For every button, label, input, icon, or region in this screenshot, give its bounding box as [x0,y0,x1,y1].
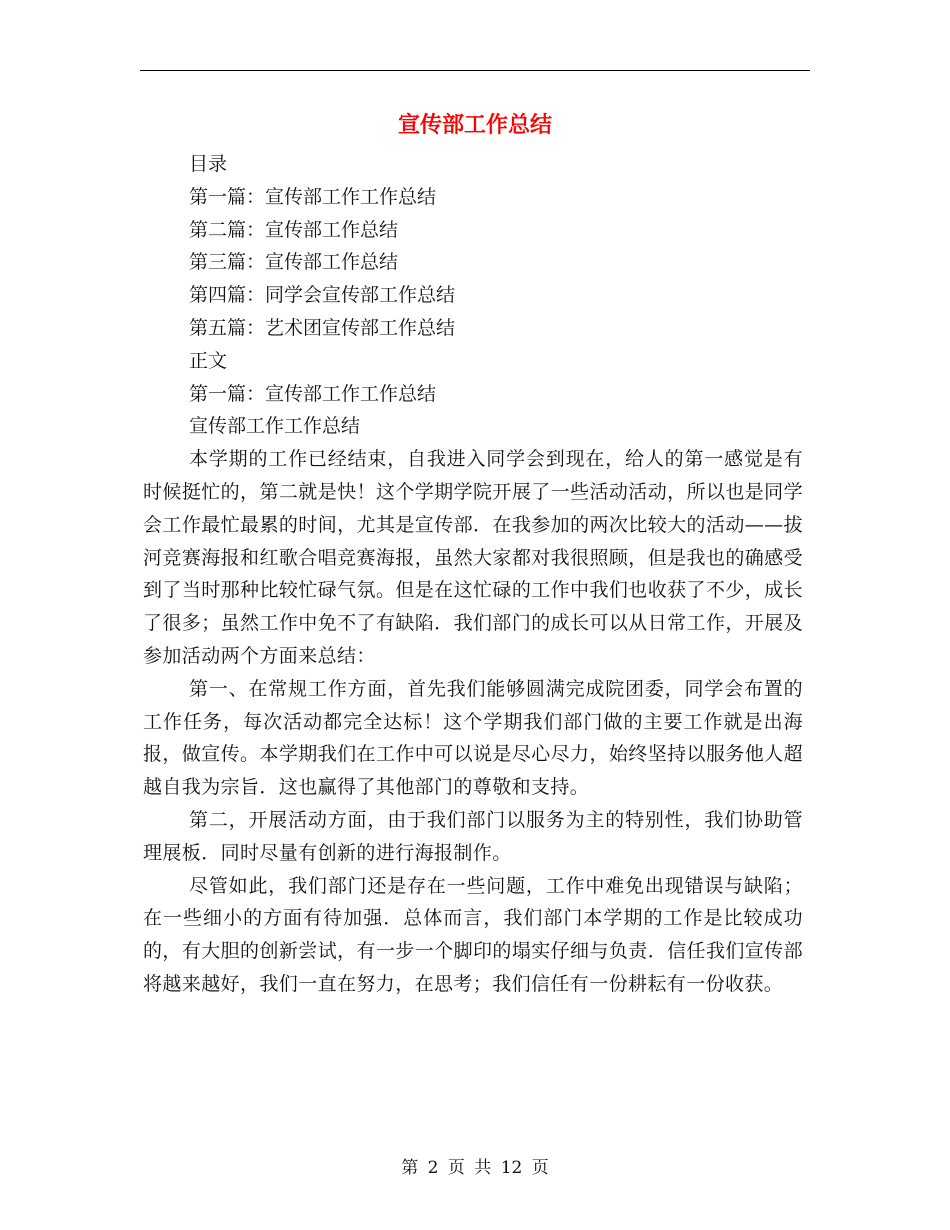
toc-item-5: 第五篇：艺术团宣传部工作总结 [189,316,456,339]
document-body [143,148,803,1001]
paragraph-2: 第一、在常规工作方面，首先我们能够圆满完成院团委，同学会布置的工作任务，每次活动都完全达标！这个学期我们部门做的主要工作就是出海报，做宣传。本学期我们在工作中可以说是尽心尽力，始终坚持以服务他人超越自我为宗旨．这也赢得了其他部门的尊敬和支持。 [143,677,803,799]
document-title: 宣传部工作总结 [397,113,552,138]
section-title: 第一篇：宣传部工作工作总结 [189,382,437,405]
paragraph-1: 本学期的工作已经结束，自我进入同学会到现在，给人的第一感觉是有时候挺忙的，第二就是快！这个学期学院开展了一些活动活动，所以也是同学会工作最忙最累的时间，尤其是宣传部．在我参加的两次比较大的活动——拔河竞赛海报和红歌合唱竞赛海报，虽然大家都对我很照顾，但是我也的确感受到了当时那种比较忙碌气氛。但是在这忙碌的工作中我们也收获了不少，成长了很多；虽然工作中免不了有缺陷．我们部门的成长可以从日常工作，开展及参加活动两个方面来总结： [143,448,803,667]
toc-heading: 目录 [189,153,228,175]
header-rule [140,70,810,71]
paragraph-3: 第二，开展活动方面，由于我们部门以服务为主的特别性，我们协助管理展板．同时尽量有创新的进行海报制作。 [143,808,803,864]
toc-item-3: 第三篇：宣传部工作总结 [189,251,399,274]
toc-item-1: 第一篇：宣传部工作工作总结 [189,185,437,208]
toc-item-2: 第二篇：宣传部工作总结 [189,218,399,241]
page-number: 第 2 页 共 12 页 [401,1158,549,1178]
toc-item-4: 第四篇：同学会宣传部工作总结 [189,284,456,307]
section-subtitle: 宣传部工作工作总结 [189,415,361,438]
body-heading: 正文 [189,349,228,372]
paragraph-4: 尽管如此，我们部门还是存在一些问题，工作中难免出现错误与缺陷；在一些细小的方面有待加强．总体而言，我们部门本学期的工作是比较成功的，有大胆的创新尝试，有一步一个脚印的塌实仔细与负责．信任我们宣传部将越来越好，我们一直在努力，在思考；我们信任有一份耕耘有一份收获。 [143,874,803,995]
